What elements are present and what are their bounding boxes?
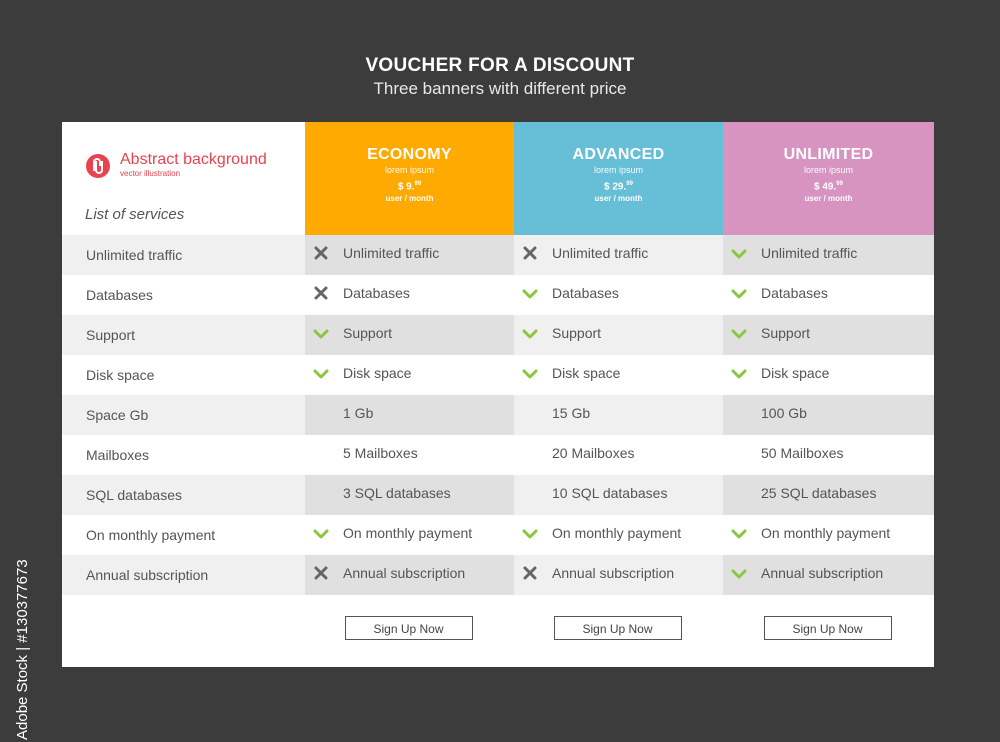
price-main: 9. [406,181,415,193]
plan-lorem: lorem ipsum [803,165,853,175]
feature-text: Disk space [552,365,621,381]
cross-icon [313,245,329,261]
feature-text: Unlimited traffic [552,245,649,261]
service-label: Mailboxes [86,447,150,463]
feature-cell [305,315,514,355]
cross-icon [313,285,329,301]
feature-text: Annual subscription [343,565,466,581]
watermark [4,520,44,740]
feature-text: On monthly payment [761,525,891,541]
table-row [62,235,934,275]
feature-cell [305,435,514,475]
price-main: 29. [612,181,627,193]
brand-tagline: vector illustration [120,169,181,178]
services-heading: List of services [85,206,185,223]
check-icon [313,365,329,381]
service-label: On monthly payment [86,527,216,543]
price-cents: 99 [414,181,422,187]
feature-cell [305,235,514,275]
feature-cell [514,515,723,555]
feature-text: 25 SQL databases [761,485,877,501]
service-label: SQL databases [86,487,182,503]
feature-cell [514,555,723,595]
feature-text: Support [343,325,393,341]
feature-text: 50 Mailboxes [761,445,844,461]
feature-text: Annual subscription [552,565,675,581]
feature-text: 15 Gb [552,405,591,421]
plan-header-advanced [514,122,723,235]
feature-cell [723,355,934,395]
plan-name: ECONOMY [367,146,452,163]
plan-period: user / month [804,194,853,204]
feature-cell [514,315,723,355]
table-row [62,555,934,595]
table-row [62,475,934,515]
feature-text: Databases [761,285,828,301]
cross-icon [522,565,538,581]
plan-price [305,181,514,192]
feature-text: Support [552,325,602,341]
check-icon [731,525,747,541]
table-row [62,315,934,355]
feature-cell [305,395,514,435]
feature-cell [723,475,934,515]
table-row [62,355,934,395]
check-icon [522,325,538,341]
feature-cell [723,515,934,555]
feature-cell [514,235,723,275]
feature-text: Unlimited traffic [761,245,858,261]
page-subtitle: Three banners with different price [373,79,627,98]
table-row [62,395,934,435]
feature-cell [305,555,514,595]
service-label: Unlimited traffic [86,247,183,263]
check-icon [731,285,747,301]
service-label: Disk space [86,367,155,383]
check-icon [522,365,538,381]
table-row [62,515,934,555]
price-cents: 99 [836,181,843,187]
page-heading [0,55,1000,99]
service-label: Databases [86,287,153,303]
feature-text: Disk space [343,365,412,381]
price-currency: $ [397,181,404,193]
feature-cell [514,355,723,395]
feature-cell [305,355,514,395]
feature-text: 5 Mailboxes [343,445,418,461]
feature-cell [305,275,514,315]
feature-cell [305,475,514,515]
check-icon [522,285,538,301]
feature-text: Annual subscription [761,565,884,581]
feature-cell [514,275,723,315]
feature-cell [723,315,934,355]
feature-text: Support [761,325,811,341]
check-icon [731,365,747,381]
plan-period: user / month [594,194,643,204]
check-icon [522,525,538,541]
check-icon [731,245,747,261]
feature-text: Unlimited traffic [343,245,440,261]
price-main: 49. [822,181,837,193]
feature-text: 100 Gb [761,405,807,421]
feature-text: On monthly payment [343,525,473,541]
feature-text: Databases [552,285,619,301]
service-label: Space Gb [86,407,149,423]
feature-text: 20 Mailboxes [552,445,635,461]
check-icon [731,565,747,581]
check-icon [731,325,747,341]
feature-text: On monthly payment [552,525,682,541]
check-icon [313,325,329,341]
feature-text: 3 SQL databases [343,485,451,501]
feature-cell [305,515,514,555]
watermark-text: Adobe Stock | #130377673 [14,559,31,740]
plan-name: ADVANCED [572,146,665,163]
brand-name: Abstract background [120,151,267,168]
feature-cell [723,395,934,435]
feature-text: Disk space [761,365,830,381]
feature-cell [723,235,934,275]
service-label: Support [86,327,136,343]
signup-button-economy[interactable]: Sign Up Now [345,616,473,640]
price-currency: $ [604,181,610,193]
feature-text: 10 SQL databases [552,485,668,501]
feature-cell [514,395,723,435]
plan-price [514,181,723,192]
plan-lorem: lorem ipsum [384,165,434,175]
cross-icon [313,565,329,581]
signup-button-advanced[interactable]: Sign Up Now [554,616,682,640]
price-cents: 99 [626,181,633,187]
plan-header-economy [305,122,514,235]
plan-lorem: lorem ipsum [593,165,643,175]
plan-period: user / month [385,194,434,204]
table-row [62,275,934,315]
check-icon [313,525,329,541]
brand-block [62,122,305,235]
feature-text: Databases [343,285,410,301]
signup-button-unlimited[interactable]: Sign Up Now [764,616,892,640]
cross-icon [522,245,538,261]
feature-cell [723,435,934,475]
feature-cell [723,275,934,315]
feature-cell [514,475,723,515]
page-title: VOUCHER FOR A DISCOUNT [365,55,635,76]
service-label: Annual subscription [86,567,209,583]
price-currency: $ [814,181,820,193]
plan-header-unlimited [723,122,934,235]
table-row [62,435,934,475]
plan-price [723,181,934,192]
feature-cell [514,435,723,475]
plan-name: UNLIMITED [783,146,874,163]
logo-icon [84,152,112,180]
pricing-table [62,122,934,667]
feature-text: 1 Gb [343,405,374,421]
feature-cell [723,555,934,595]
